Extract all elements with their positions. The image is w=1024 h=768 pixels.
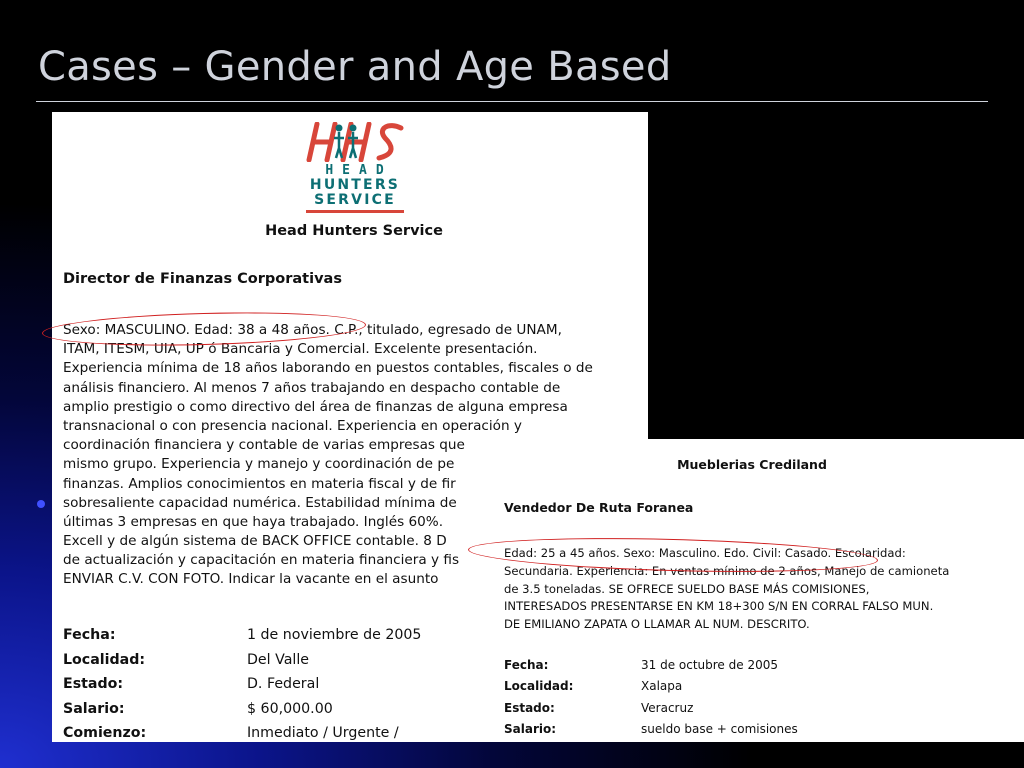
detail-label: Fecha: (63, 627, 116, 643)
job-details-table (63, 623, 421, 742)
detail-row (504, 719, 798, 740)
description-line: Excell y de algún sistema de BACK OFFICE contable. 8 D (63, 533, 447, 550)
detail-label: Salario: (504, 722, 557, 737)
head-hunters-logo (300, 122, 410, 214)
logo-underline (306, 210, 404, 213)
description-line: de actualización y capacitación en materia financiera y fis (63, 552, 460, 569)
detail-row (504, 698, 798, 719)
job-title: Vendedor De Ruta Foranea (504, 500, 694, 515)
description-line: Experiencia mínima de 18 años laborando en puestos contables, fiscales o de (63, 360, 593, 377)
description-line: amplio prestigio o como directivo del área de finanzas de alguna empresa (63, 398, 568, 415)
detail-value: D. Federal (247, 676, 320, 692)
logo-text-head: HEAD (325, 163, 393, 178)
detail-label: Estado: (63, 676, 124, 692)
detail-row (63, 697, 421, 722)
job-ad-crediland (487, 439, 1024, 742)
detail-row (63, 623, 421, 648)
description-line: mismo grupo. Experiencia y manejo y coordinación de pe (63, 456, 455, 473)
description-line: INTERESADOS PRESENTARSE EN KM 18+300 S/N EN CORRAL FALSO MUN. (504, 599, 934, 614)
title-divider (36, 101, 988, 102)
detail-label: Localidad: (63, 651, 146, 668)
detail-row (504, 655, 798, 676)
detail-value: $ 60,000.00 (247, 700, 333, 717)
description-line: ITAM, ITESM, UIA, UP ó Bancaria y Comercial. Excelente presentación. (63, 341, 538, 358)
detail-row (63, 648, 421, 673)
description-line: análisis financiero. Al menos 7 años trabajando en despacho contable de (63, 379, 561, 396)
company-name: Mueblerias Crediland (677, 457, 827, 472)
job-details-table (504, 655, 798, 741)
description-line: de 3.5 toneladas. SE OFRECE SUELDO BASE MÁS COMISIONES, (504, 581, 870, 596)
job-title: Director de Finanzas Corporativas (63, 271, 342, 287)
description-line: últimas 3 empresas en que haya trabajado. Inglés 60%. (63, 513, 444, 530)
description-line: transnacional o con presencia nacional. Experiencia en operación y (63, 417, 522, 434)
detail-value: 31 de octubre de 2005 (641, 658, 778, 672)
detail-value: sueldo base + comisiones (641, 722, 798, 737)
detail-value: Xalapa (641, 679, 683, 694)
detail-label: Fecha: (504, 658, 549, 672)
detail-value: Inmediato / Urgente / (247, 725, 399, 741)
detail-value: 1 de noviembre de 2005 (247, 627, 422, 643)
description-line: sobresaliente capacidad numérica. Estabilidad mínima de (63, 494, 457, 511)
description-line: finanzas. Amplios conocimientos en materia fiscal y de fir (63, 475, 456, 492)
detail-row (63, 672, 421, 697)
detail-value: Del Valle (247, 651, 310, 668)
detail-row (63, 721, 421, 742)
description-line: DE EMILIANO ZAPATA O LLAMAR AL NUM. DESCRITO. (504, 617, 810, 632)
description-line: coordinación financiera y contable de varias empresas que (63, 437, 465, 454)
description-line: Secundaria. Experiencia: En ventas mínimo de 2 años, Manejo de camioneta (504, 563, 950, 578)
logo-text-service: SERVICE (314, 192, 396, 208)
logo-text-hunters: HUNTERS (309, 177, 401, 193)
head-hunters-logo-icon (303, 122, 407, 162)
detail-row (504, 676, 798, 697)
detail-label: Estado: (504, 700, 555, 715)
detail-label: Salario: (63, 700, 125, 717)
detail-label: Localidad: (504, 679, 574, 694)
slide-title: Cases – Gender and Age Based (38, 44, 672, 90)
detail-value: Veracruz (641, 700, 694, 715)
bullet-icon (37, 500, 45, 508)
description-line: ENVIAR C.V. CON FOTO. Indicar la vacante en el asunto (63, 571, 439, 588)
description-line: Edad: 25 a 45 años. Sexo: Masculino. Edo. Civil: Casado. Escolaridad: (504, 546, 906, 560)
description-line: Sexo: MASCULINO. Edad: 38 a 48 años. C.P., titulado, egresado de UNAM, (63, 322, 562, 338)
job-description (504, 545, 1019, 634)
detail-label: Comienzo: (63, 725, 147, 741)
company-name: Head Hunters Service (265, 223, 443, 239)
